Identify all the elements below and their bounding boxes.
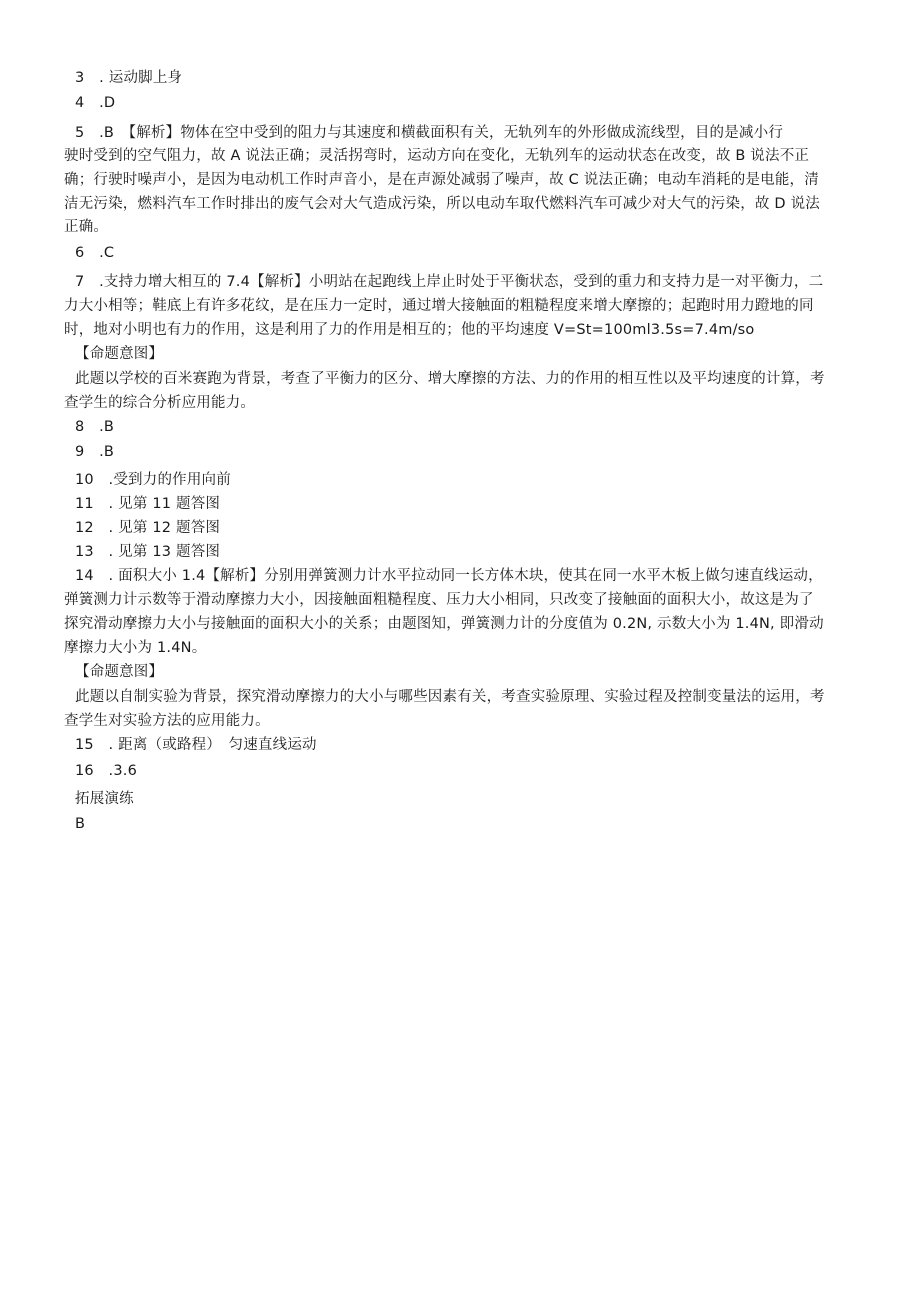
- answer-12: 12 . 见第 12 题答图: [75, 520, 221, 536]
- answer-16: 16 .3.6: [75, 763, 138, 779]
- answer-13: 13 . 见第 13 题答图: [75, 544, 221, 560]
- answer-7-line-2: 力大小相等；鞋底上有许多花纹，是在压力一定时，通过增大接触面的粗糙程度来增大摩擦的；起跑时用力蹬地的同: [64, 298, 814, 314]
- answer-14-line-4: 摩擦力大小为 1.4N。: [64, 640, 207, 656]
- answer-5-line-4: 洁无污染，燃料汽车工作时排出的废气会对大气造成污染，所以电动车取代燃料汽车可减少对大气的污染，故 D 说法: [64, 196, 820, 212]
- answer-14-line-3: 探究滑动摩擦力大小与接触面的面积大小的关系；由题图知，弹簧测力计的分度值为 0.2N, 示数大小为 1.4N, 即滑动: [64, 616, 824, 632]
- answer-14-line-1: 14 . 面积大小 1.4【解析】分别用弹簧测力计水平拉动同一长方体木块，使其在同一水平木板上做匀速直线运动，: [75, 568, 823, 584]
- answer-9: 9 .B: [75, 444, 115, 460]
- intent-title-1: 【命题意图】: [75, 346, 164, 362]
- intent-2-line-2: 查学生对实验方法的应用能力。: [64, 713, 270, 729]
- answer-7-line-3: 时，地对小明也有力的作用，这是利用了力的作用是相互的；他的平均速度 V=St=100ml3.5s=7.4m/so: [64, 322, 755, 338]
- answer-15: 15 . 距离（或路程） 匀速直线运动: [75, 737, 317, 753]
- answer-5-line-5: 正确。: [64, 219, 109, 235]
- answer-7-line-1: 7 .支持力增大相互的 7.4【解析】小明站在起跑线上岸止时处于平衡状态，受到的重力和支持力是一对平衡力，二: [75, 274, 824, 290]
- answer-8: 8 .B: [75, 419, 115, 435]
- intent-title-2: 【命题意图】: [75, 664, 164, 680]
- extension-answer: B: [75, 816, 86, 832]
- answer-6: 6 .C: [75, 245, 115, 261]
- answer-14-line-2: 弹簧测力计示数等于滑动摩擦力大小，因接触面粗糙程度、压力大小相同，只改变了接触面的面积大小，故这是为了: [64, 592, 814, 608]
- answer-5-line-1: 5 .B 【解析】物体在空中受到的阻力与其速度和横截面积有关，无轨列车的外形做成流线型，目的是减小行: [75, 125, 784, 141]
- answer-10: 10 .受到力的作用向前: [75, 472, 231, 488]
- answer-4: 4 .D: [75, 95, 116, 111]
- intent-1-line-2: 查学生的综合分析应用能力。: [64, 395, 256, 411]
- extension-title: 拓展演练: [75, 791, 134, 807]
- answer-5-line-3: 确；行驶时噪声小，是因为电动机工作时声音小，是在声源处减弱了噪声，故 C 说法正确；电动车消耗的是电能，清: [64, 172, 819, 188]
- intent-2-line-1: 此题以自制实验为背景，探究滑动摩擦力的大小与哪些因素有关，考查实验原理、实验过程及控制变量法的运用，考: [75, 689, 825, 705]
- answer-3: 3 . 运动脚上身: [75, 70, 183, 86]
- answer-11: 11 . 见第 11 题答图: [75, 496, 221, 512]
- intent-1-line-1: 此题以学校的百米赛跑为背景，考查了平衡力的区分、增大摩擦的方法、力的作用的相互性以及平均速度的计算，考: [75, 371, 825, 387]
- answer-5-line-2: 驶时受到的空气阻力，故 A 说法正确；灵活拐弯时，运动方向在变化，无轨列车的运动状态在改变，故 B 说法不正: [64, 148, 810, 164]
